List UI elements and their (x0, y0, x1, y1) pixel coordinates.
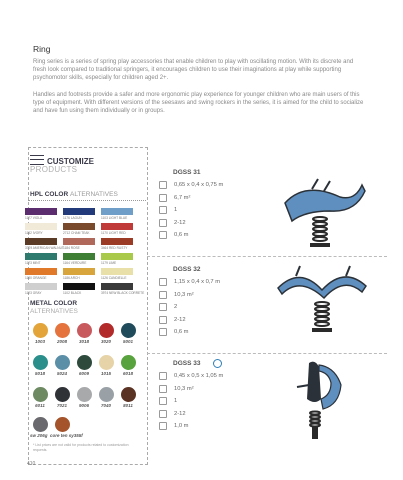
hpl-swatch-label: 1177 VIOLA (25, 215, 43, 220)
metal-swatch-label: 6011 (35, 403, 45, 408)
sliders-icon (30, 155, 44, 165)
metal-swatch-label: 8011 (123, 403, 133, 408)
metal-swatch (33, 417, 48, 432)
hpl-swatch (101, 283, 133, 290)
hpl-swatch (25, 283, 57, 290)
metal-swatch (55, 355, 70, 370)
hpl-swatch (25, 268, 57, 275)
product-spec: 0,6 m (174, 329, 189, 335)
metal-swatch (33, 323, 48, 338)
metal-swatch-label: 7021 (56, 403, 67, 408)
age-icon (159, 316, 167, 324)
base-plate (310, 243, 330, 247)
dgss-33-image (285, 355, 355, 445)
hpl-swatch (63, 238, 95, 245)
spring-icon (313, 217, 327, 241)
product-spec: 10,3 m² (174, 291, 194, 298)
hpl-swatch (63, 253, 95, 260)
hpl-swatch (101, 208, 133, 215)
metal-swatch-label: 2008 (56, 339, 67, 344)
metal-swatch-label: 5018 (34, 371, 45, 376)
metal-swatch-label: 6018 (122, 371, 133, 376)
seat-shape (319, 365, 341, 409)
product-spec: 6,7 m² (174, 194, 191, 201)
divider (147, 256, 387, 257)
intro-paragraph-1: Ring series is a series of spring play accessories that enable children to play with oscillating motion. With its discrete and fresh look compared to traditional springers, it encourages children to use their imaginations at play while supporting psychomotor skills, especially for children aged 2+. (33, 59, 354, 82)
hpl-swatch-label: 1180 ORANGE (25, 275, 47, 280)
seat-shape (278, 277, 366, 298)
product-spec: 0,65 x 0,4 x 0,75 m (174, 182, 224, 188)
product-spec: 1,0 m (174, 423, 189, 429)
height-icon (159, 328, 167, 336)
metal-swatch-label: 7040 (100, 403, 111, 408)
spring-icon (310, 412, 320, 427)
hpl-swatch-label: 1102 BLACK (63, 290, 82, 295)
hpl-swatch (101, 253, 133, 260)
metal-swatch (55, 417, 70, 432)
hpl-swatch-label: 1176 LAGUN (63, 215, 82, 220)
product-name: DGSS 31 (173, 169, 201, 176)
hpl-swatch (63, 283, 95, 290)
hpl-swatch (63, 223, 95, 230)
age-icon (159, 410, 167, 418)
hpl-swatch-label: 1186 ARCH (63, 275, 80, 280)
hpl-swatch-label: 3729 AMERICAN WALNUT (25, 245, 64, 250)
area-icon (159, 291, 167, 299)
hpl-title: HPL COLOR (30, 191, 69, 198)
hpl-swatch (25, 223, 57, 230)
metal-swatch-label: 5024 (56, 371, 67, 376)
hpl-swatch-label: 1164 VERDURE (63, 260, 87, 265)
accessibility-icon (213, 359, 222, 368)
users-icon (159, 303, 167, 311)
age-icon (159, 219, 167, 227)
metal-swatch-label: 3020 (100, 339, 111, 344)
page-title: Ring (33, 44, 51, 54)
dgss-32-image (270, 262, 370, 342)
hpl-swatch-label: 1126 CANDIELLE (101, 275, 127, 280)
metal-swatch-label: 1015 (100, 371, 111, 376)
metal-swatch-label: 9006 (78, 403, 89, 408)
hpl-swatch-label: 3464 RED RUSTY (101, 245, 128, 250)
product-name: DGSS 32 (173, 266, 201, 273)
metal-color-subtitle: ALTERNATIVES (30, 308, 78, 315)
hpl-swatch (101, 268, 133, 275)
metal-swatch (99, 355, 114, 370)
handle-shape (296, 266, 350, 276)
post (312, 427, 318, 439)
hpl-color-heading (30, 191, 118, 198)
users-icon (159, 206, 167, 214)
hpl-swatch (101, 223, 133, 230)
metal-swatch (121, 355, 136, 370)
customize-title-text: CUSTOMIZE (47, 157, 94, 166)
metal-swatch-label: 6009 (78, 371, 89, 376)
metal-swatch-label: 3018 (78, 339, 89, 344)
footnote: * List prices are not valid for products related to customization requests. (33, 443, 129, 452)
metal-swatch-label: core ten sy355f (50, 433, 83, 438)
product-name: DGSS 33 (173, 360, 201, 367)
base-plate (312, 328, 332, 332)
hpl-swatch-label: 3974 NEW BLACK CORRETE (101, 290, 145, 295)
hpl-swatch (101, 238, 133, 245)
hpl-swatch-label: 1173 MINT (25, 260, 41, 265)
hpl-swatch (25, 238, 57, 245)
dimensions-icon (159, 372, 167, 380)
product-spec: 1 (174, 398, 178, 404)
hpl-swatch-label: 2712 CHAM TEAK (63, 230, 90, 235)
area-icon (159, 194, 167, 202)
hpl-swatch-label: 1170 LIGHT RED (101, 230, 126, 235)
metal-swatch (121, 387, 136, 402)
hpl-swatch (63, 208, 95, 215)
hpl-swatch-label: 1184 ROSE (63, 245, 80, 250)
product-spec: 2-12 (174, 316, 186, 323)
intro-text (33, 58, 368, 123)
product-spec: 2 (174, 304, 178, 310)
hpl-swatch (63, 268, 95, 275)
divider (147, 353, 387, 354)
height-icon (159, 231, 167, 239)
customize-subtitle: PRODUCTS (30, 165, 78, 174)
dimensions-icon (159, 278, 167, 286)
product-spec: 10,3 m² (174, 385, 194, 392)
product-spec: 0,6 m (174, 232, 189, 238)
dgss-31-image (270, 175, 370, 255)
product-spec: 0,45 x 0,5 x 1,05 m (174, 373, 224, 379)
metal-swatch (77, 323, 92, 338)
hpl-title-suffix: ALTERNATIVES (69, 191, 118, 198)
metal-swatch (121, 323, 136, 338)
height-icon (159, 422, 167, 430)
hpl-swatch (25, 253, 57, 260)
metal-swatch (55, 323, 70, 338)
metal-swatch (77, 387, 92, 402)
handle-shape (312, 179, 330, 191)
page-number: 410 (27, 461, 36, 467)
metal-swatch (55, 387, 70, 402)
product-spec: 2-12 (174, 410, 186, 417)
hpl-swatch-label: 1179 LIME (101, 260, 117, 265)
handle-shape (297, 385, 309, 387)
divider (28, 200, 146, 201)
metal-swatch (99, 323, 114, 338)
metal-swatch (77, 355, 92, 370)
dimensions-icon (159, 181, 167, 189)
product-spec: 2-12 (174, 219, 186, 226)
intro-paragraph-2: Handles and footrests provide a safer and more ergonomic play experience for younger children who are main users of this type of equipment. With different versions of the seesaws and swing rockers in the series, it is aimed for the child to socialize and have fun using them individually or in groups. (33, 91, 364, 115)
spring-icon (315, 302, 329, 326)
product-spec: 1,15 x 0,4 x 0,7 m (174, 279, 221, 285)
hpl-swatch-label: 1182 IVORY (25, 230, 43, 235)
metal-swatch (33, 355, 48, 370)
metal-swatch-label: sw 206g (30, 433, 48, 438)
product-spec: 1 (174, 207, 178, 213)
metal-swatch-label: 5001 (122, 339, 133, 344)
hpl-swatch (25, 208, 57, 215)
metal-swatch (99, 387, 114, 402)
hpl-swatch-label: 1123 GRAY (25, 290, 42, 295)
hpl-swatch-label: 1103 LIGHT BLUE (101, 215, 128, 220)
metal-swatch-label: 1003 (34, 339, 45, 344)
metal-color-heading: METAL COLOR (30, 300, 78, 307)
area-icon (159, 385, 167, 393)
metal-swatch (33, 387, 48, 402)
users-icon (159, 397, 167, 405)
